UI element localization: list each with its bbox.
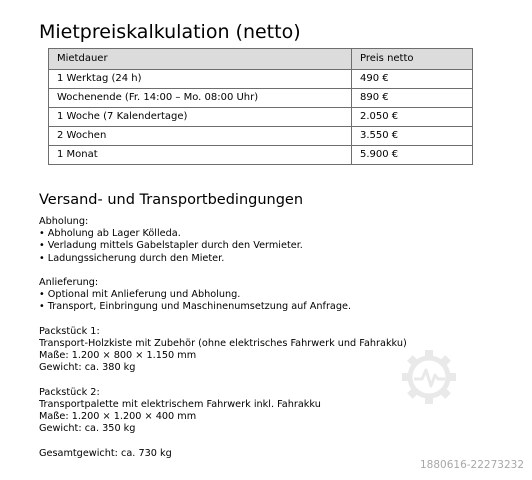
duration-cell: 1 Werktag (24 h) bbox=[49, 70, 352, 89]
list-item: • Verladung mittels Gabelstapler durch den Vermieter. bbox=[39, 240, 303, 252]
package-dimensions: Maße: 1.200 × 800 × 1.150 mm bbox=[39, 350, 197, 362]
spacer bbox=[39, 314, 407, 326]
table-row bbox=[49, 89, 473, 108]
shipping-conditions bbox=[39, 216, 407, 460]
block-heading-pickup: Abholung: bbox=[39, 216, 89, 227]
duration-cell: 1 Monat bbox=[49, 146, 352, 165]
price-cell: 890 € bbox=[352, 89, 473, 108]
block-heading-delivery: Anlieferung: bbox=[39, 276, 99, 288]
package-dimensions: Maße: 1.200 × 1.200 × 400 mm bbox=[39, 411, 197, 422]
price-table bbox=[48, 48, 473, 165]
duration-cell: 2 Wochen bbox=[49, 127, 352, 146]
column-header-price: Preis netto bbox=[352, 49, 473, 70]
total-weight: Gesamtgewicht: ca. 730 kg bbox=[39, 447, 172, 459]
price-cell: 2.050 € bbox=[352, 108, 473, 127]
package-description: Transportpalette mit elektrischem Fahrwerk inkl. Fahrakku bbox=[39, 398, 321, 410]
package-weight: Gewicht: ca. 380 kg bbox=[39, 362, 136, 374]
block-heading-package-2: Packstück 2: bbox=[39, 386, 100, 398]
duration-cell: Wochenende (Fr. 14:00 – Mo. 08:00 Uhr) bbox=[49, 89, 352, 108]
list-item: • Abholung ab Lager Kölleda. bbox=[39, 228, 181, 240]
list-item: • Transport, Einbringung und Maschinenumsetzung auf Anfrage. bbox=[39, 301, 352, 313]
price-cell: 5.900 € bbox=[352, 146, 473, 165]
package-weight: Gewicht: ca. 350 kg bbox=[39, 423, 136, 435]
price-cell: 490 € bbox=[352, 70, 473, 89]
duration-cell: 1 Woche (7 Kalendertage) bbox=[49, 108, 352, 127]
column-header-duration: Mietdauer bbox=[49, 49, 352, 70]
list-item: • Ladungssicherung durch den Mieter. bbox=[39, 252, 225, 264]
spacer bbox=[39, 374, 407, 386]
table-row bbox=[49, 70, 473, 89]
watermark-id: 1880616-22273232 bbox=[420, 459, 524, 471]
table-row bbox=[49, 146, 473, 165]
gear-pulse-logo-icon bbox=[400, 348, 458, 406]
section-title: Versand- und Transportbedingungen bbox=[39, 192, 304, 208]
price-cell: 3.550 € bbox=[352, 127, 473, 146]
package-description: Transport-Holzkiste mit Zubehör (ohne elektrisches Fahrwerk und Fahrakku) bbox=[39, 337, 407, 349]
page-title: Mietpreiskalkulation (netto) bbox=[39, 21, 301, 43]
table-header-row bbox=[49, 49, 473, 70]
list-item: • Optional mit Anlieferung und Abholung. bbox=[39, 289, 241, 301]
block-heading-package-1: Packstück 1: bbox=[39, 325, 100, 337]
spacer bbox=[39, 435, 407, 447]
table-row bbox=[49, 127, 473, 146]
spacer bbox=[39, 265, 407, 277]
table-row bbox=[49, 108, 473, 127]
